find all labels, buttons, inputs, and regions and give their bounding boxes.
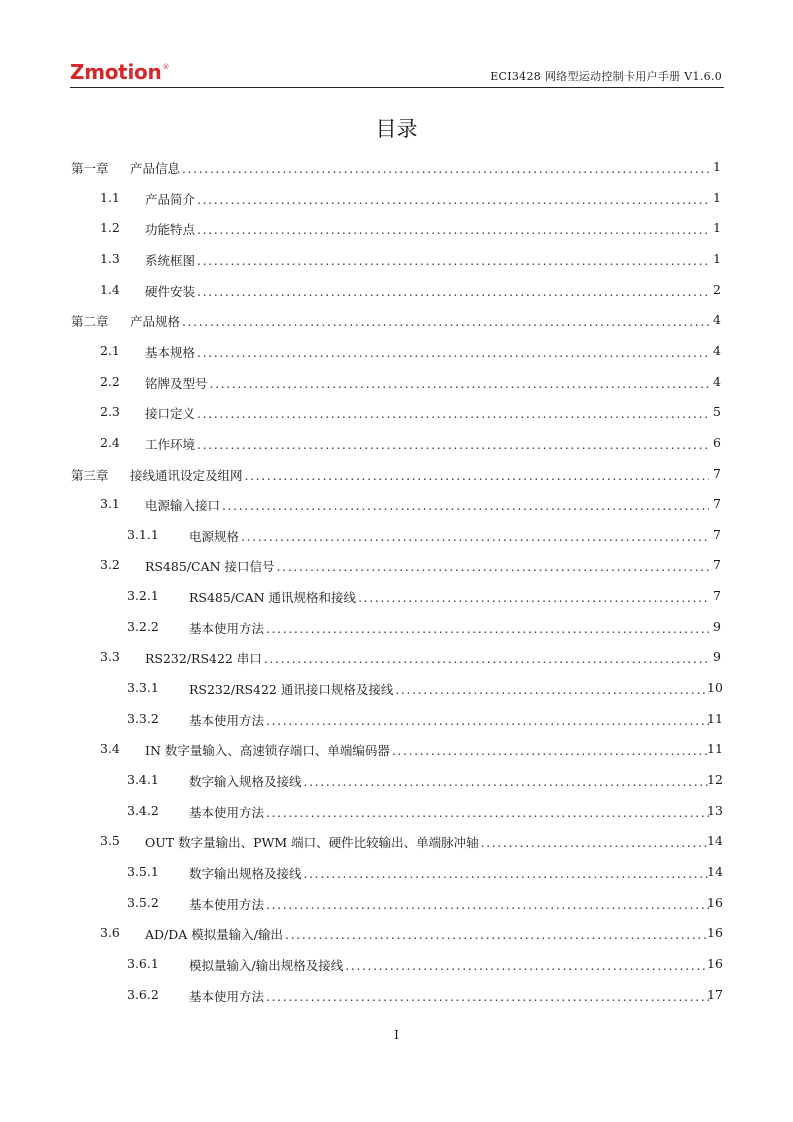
toc-leader-dots (266, 713, 709, 728)
toc-entry[interactable] (0, 741, 793, 759)
toc-entry[interactable] (0, 557, 793, 575)
toc-entry-page: 11 (707, 741, 723, 757)
toc-entry-label: 模拟量输入/输出规格及接线 (189, 957, 344, 973)
toc-leader-dots (182, 161, 709, 176)
toc-entry-page: 1 (713, 189, 721, 205)
toc-entry[interactable] (0, 435, 793, 453)
toc-entry-page: 2 (713, 281, 721, 297)
toc-entry[interactable] (0, 711, 793, 729)
toc-entry-number: 2.2 (100, 373, 120, 389)
toc-leader-dots (304, 774, 709, 789)
toc-leader-dots (210, 376, 709, 391)
toc-entry[interactable] (0, 466, 793, 484)
toc-entry[interactable] (0, 803, 793, 821)
toc-entry[interactable] (0, 404, 793, 422)
toc-entry[interactable] (0, 680, 793, 698)
toc-entry[interactable] (0, 159, 793, 177)
toc-entry-label: 工作环境 (145, 436, 196, 452)
toc-leader-dots (241, 529, 709, 544)
toc-entry-number: 3.3.2 (127, 710, 159, 726)
toc-entry-page: 7 (713, 496, 721, 512)
toc-entry-number: 2.3 (100, 404, 120, 420)
toc-entry-number: 第三章 (71, 467, 109, 483)
toc-entry-page: 7 (713, 588, 721, 604)
toc-entry-label: RS485/CAN 通讯规格和接线 (189, 590, 357, 606)
toc-entry-page: 16 (707, 955, 723, 971)
toc-leader-dots (197, 222, 709, 237)
toc-leader-dots (395, 682, 709, 697)
document-title: ECI3428 网络型运动控制卡用户手册 V1.6.0 (490, 70, 722, 83)
toc-entry-page: 7 (713, 557, 721, 573)
toc-entry-label: 数字输出规格及接线 (189, 865, 302, 881)
toc-entry-page: 9 (713, 649, 721, 665)
toc-entry-page: 7 (713, 465, 721, 481)
toc-entry-label: 产品简介 (145, 191, 196, 207)
toc-heading: 目录 (375, 117, 418, 141)
toc-entry-page: 5 (713, 404, 721, 420)
toc-entry-label: 产品规格 (130, 314, 181, 330)
toc-entry[interactable] (0, 220, 793, 238)
toc-entry-label: 基本规格 (145, 344, 196, 360)
toc-entry[interactable] (0, 864, 793, 882)
toc-entry-page: 1 (713, 159, 721, 174)
toc-entry-label: 电源输入接口 (145, 498, 221, 514)
toc-leader-dots (277, 559, 709, 574)
toc-entry[interactable] (0, 833, 793, 851)
toc-entry-label: OUT 数字量输出、PWM 端口、硬件比较输出、单端脉冲轴 (145, 835, 479, 851)
toc-entry[interactable] (0, 343, 793, 361)
toc-entry-number: 3.1.1 (127, 526, 159, 542)
toc-entry-page: 13 (707, 802, 723, 818)
toc-entry-number: 3.3 (100, 649, 120, 665)
toc-entry-label: 数字输入规格及接线 (189, 774, 302, 789)
toc-entry-page: 1 (713, 250, 721, 266)
toc-entry-page: 4 (713, 373, 721, 389)
toc-entry-page: 14 (707, 863, 723, 879)
toc-entry-label: AD/DA 模拟量输入/输出 (145, 927, 283, 943)
toc-entry[interactable] (0, 772, 793, 790)
toc-entry-page: 4 (713, 342, 721, 358)
toc-entry-number: 3.2.1 (127, 588, 159, 604)
toc-entry-page: 6 (713, 434, 721, 450)
toc-leader-dots (197, 253, 709, 268)
toc-entry[interactable] (0, 895, 793, 913)
toc-entry[interactable] (0, 312, 793, 330)
header-divider (70, 87, 724, 88)
toc-entry-number: 3.4 (100, 741, 120, 757)
toc-entry-label: 电源规格 (189, 528, 240, 544)
toc-entry[interactable] (0, 527, 793, 545)
footer-page-number: I (394, 1028, 399, 1042)
toc-entry-number: 3.2.2 (127, 618, 159, 634)
toc-entry-number: 3.4.1 (127, 772, 159, 787)
toc-entry-label: 系统框图 (145, 252, 196, 268)
toc-leader-dots (222, 498, 709, 513)
toc-entry-number: 3.6.1 (127, 955, 159, 971)
toc-entry-label: RS232/RS422 通讯接口规格及接线 (189, 682, 394, 698)
toc-leader-dots (266, 805, 709, 820)
toc-entry-number: 第二章 (71, 314, 109, 330)
toc-entry[interactable] (0, 496, 793, 514)
toc-leader-dots (182, 314, 709, 329)
toc-entry-page: 11 (707, 710, 723, 726)
toc-entry-number: 3.5.2 (127, 894, 159, 910)
toc-leader-dots (245, 468, 709, 483)
toc-entry[interactable] (0, 374, 793, 392)
toc-entry[interactable] (0, 649, 793, 667)
toc-entry-page: 9 (713, 618, 721, 634)
toc-leader-dots (345, 958, 709, 973)
toc-entry-number: 2.1 (100, 342, 120, 358)
toc-entry[interactable] (0, 588, 793, 606)
toc-leader-dots (358, 590, 709, 605)
toc-entry-label: 基本使用方法 (189, 896, 265, 912)
toc-leader-dots (197, 284, 709, 299)
toc-leader-dots (197, 406, 709, 421)
toc-entry[interactable] (0, 987, 793, 1005)
toc-entry-number: 第一章 (71, 161, 109, 176)
toc-entry-number: 3.6.2 (127, 986, 159, 1002)
toc-entry-label: 基本使用方法 (189, 620, 265, 636)
toc-entry-label: RS232/RS422 串口 (145, 651, 262, 667)
toc-entry-number: 3.5.1 (127, 863, 159, 879)
toc-entry-label: 接口定义 (145, 406, 196, 422)
toc-entry-number: 1.3 (100, 250, 120, 266)
toc-entry-label: 硬件安装 (145, 283, 196, 299)
toc-entry-label: 基本使用方法 (189, 712, 265, 728)
toc-entry-page: 4 (713, 312, 721, 328)
toc-entry-number: 1.4 (100, 281, 120, 297)
toc-entry-label: 接线通讯设定及组网 (130, 467, 243, 483)
toc-entry-page: 12 (707, 772, 723, 787)
toc-entry-label: RS485/CAN 接口信号 (145, 559, 275, 575)
toc-entry-number: 3.5 (100, 833, 120, 849)
toc-entry-page: 16 (707, 894, 723, 910)
toc-entry-number: 3.6 (100, 925, 120, 941)
toc-entry-number: 3.4.2 (127, 802, 159, 818)
toc-leader-dots (264, 651, 709, 666)
toc-entry-number: 3.2 (100, 557, 120, 573)
page-header (70, 58, 724, 88)
toc-entry-number: 1.2 (100, 220, 120, 236)
toc-entry-label: 功能特点 (145, 222, 196, 238)
toc-entry[interactable] (0, 956, 793, 974)
toc-entry-label: 基本使用方法 (189, 988, 265, 1004)
toc-leader-dots (197, 192, 709, 207)
toc-leader-dots (304, 866, 709, 881)
toc-entry-number: 2.4 (100, 434, 120, 450)
toc-entry-page: 1 (713, 220, 721, 236)
toc-leader-dots (392, 743, 709, 758)
toc-entry-number: 3.1 (100, 496, 120, 512)
toc-entry-label: IN 数字量输入、高速锁存端口、单端编码器 (145, 743, 390, 759)
toc-leader-dots (266, 989, 709, 1004)
toc-entry-number: 1.1 (100, 189, 120, 205)
toc-leader-dots (266, 897, 709, 912)
toc-entry-label: 基本使用方法 (189, 804, 265, 820)
toc-entry[interactable] (0, 925, 793, 943)
toc-entry[interactable] (0, 619, 793, 637)
toc-leader-dots (197, 345, 709, 360)
toc-entry-page: 10 (707, 680, 723, 696)
toc-leader-dots (481, 835, 709, 850)
toc-entry-page: 14 (707, 833, 723, 849)
toc-entry-page: 7 (713, 526, 721, 542)
toc-entry-number: 3.3.1 (127, 680, 159, 696)
toc-entry-label: 铭牌及型号 (145, 375, 208, 391)
toc-entry-page: 17 (707, 986, 723, 1002)
toc-entry-page: 16 (707, 925, 723, 941)
toc-leader-dots (266, 621, 709, 636)
toc-entry-label: 产品信息 (130, 161, 181, 176)
toc-leader-dots (197, 437, 709, 452)
toc-leader-dots (285, 927, 709, 942)
zmotion-logo: Zmotion® (70, 60, 170, 84)
toc-entry[interactable] (0, 251, 793, 269)
toc-entry[interactable] (0, 190, 793, 208)
toc-entry[interactable] (0, 282, 793, 300)
